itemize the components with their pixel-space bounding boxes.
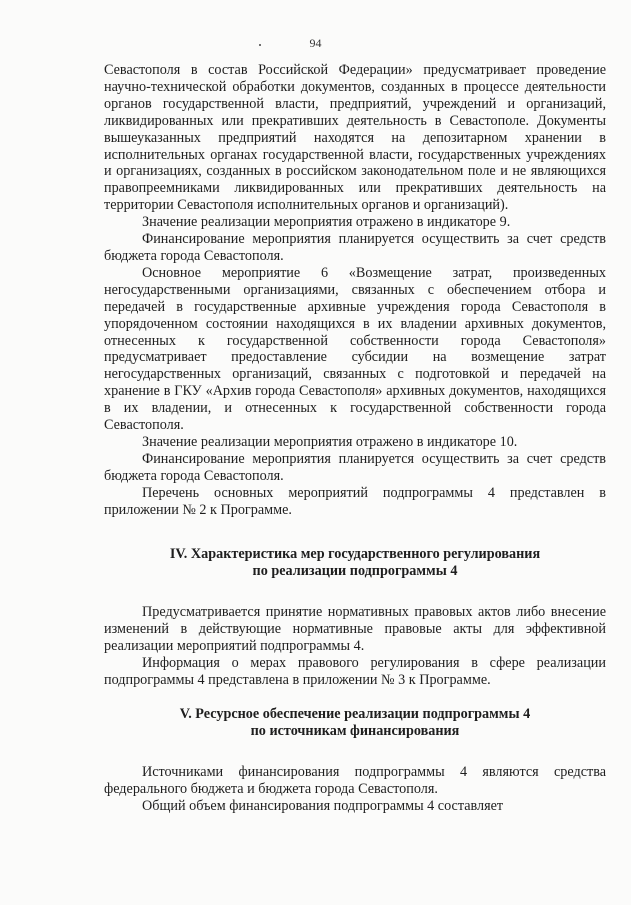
page-content: [104, 62, 606, 815]
paragraph-legal-acts: Предусматривается принятие нормативных правовых актов либо внесение изменений в действующие нормативные правовые акты для эффективной реализации мероприятий подпрограммы 4.: [104, 604, 606, 655]
paragraph-activities-list: Перечень основных мероприятий подпрограммы 4 представлен в приложении № 2 к Программе.: [104, 484, 606, 518]
page-number: 94: [309, 36, 322, 50]
scan-speck: [259, 44, 261, 46]
spacer: [104, 518, 606, 546]
section-5-heading-line-2: по источникам финансирования: [250, 723, 460, 739]
paragraph-financing-1: Финансирование мероприятия планируется осуществить за счет средств бюджета города Севастополя.: [104, 231, 606, 264]
section-4-heading-line-1: IV. Характеристика мер государственного регулирования: [169, 546, 541, 563]
paragraph-continuation: Севастополя в состав Российской Федерации» предусматривает проведение научно-технической обработки документов, созданных в процессе деятельности органов государственной власти, предприятий, учреждений и организаций, ликвидированных или прекративших деятельность в Севастополе. Документы вышеуказанных предприятий находятся на депозитарном хранении в исполнительных органах государственной власти, государственных учреждениях и организациях, созданных в российском законодательном поле и не являющихся правопреемниками ликвидированных или прекративших деятельность на территории Севастополя исполнительных органов и организаций).: [104, 62, 606, 214]
paragraph-regulation-info: Информация о мерах правового регулирования в сфере реализации подпрограммы 4 представлена в приложении № 3 к Программе.: [104, 655, 606, 689]
spacer: [104, 740, 606, 764]
paragraph-financing-2: Финансирование мероприятия планируется осуществить за счет средств бюджета города Севастополя.: [104, 450, 606, 484]
spacer: [104, 689, 606, 706]
section-4-heading-line-2: по реализации подпрограммы 4: [252, 563, 458, 580]
paragraph-indicator-9: Значение реализации мероприятия отражено в индикаторе 9.: [142, 214, 511, 231]
section-5-heading-line-1: V. Ресурсное обеспечение реализации подпрограммы 4: [179, 706, 531, 722]
paragraph-indicator-10: Значение реализации мероприятия отражено в индикаторе 10.: [142, 433, 518, 450]
paragraph-funding-sources: Источниками финансирования подпрограммы 4 являются средства федерального бюджета и бюджета города Севастополя.: [104, 764, 606, 797]
paragraph-total-funding: Общий объем финансирования подпрограммы 4 составляет: [142, 797, 504, 814]
paragraph-main-activity-6: Основное мероприятие 6 «Возмещение затрат, произведенных негосударственными организациями, связанных с обеспечением отбора и передачей в государственные архивные учреждения города Севастополя в упорядоченном состоянии находящихся в их владении архивных документов, отнесенных к государственной собственности города Севастополя» предусматривает предоставление субсидии на возмещение затрат негосударственных организаций, связанных с подготовкой и передачей на хранение в ГКУ «Архив города Севастополя» архивных документов, находящихся в их владении, и отнесенных к государственной собственности города Севастополя.: [104, 264, 606, 434]
spacer: [104, 580, 606, 604]
